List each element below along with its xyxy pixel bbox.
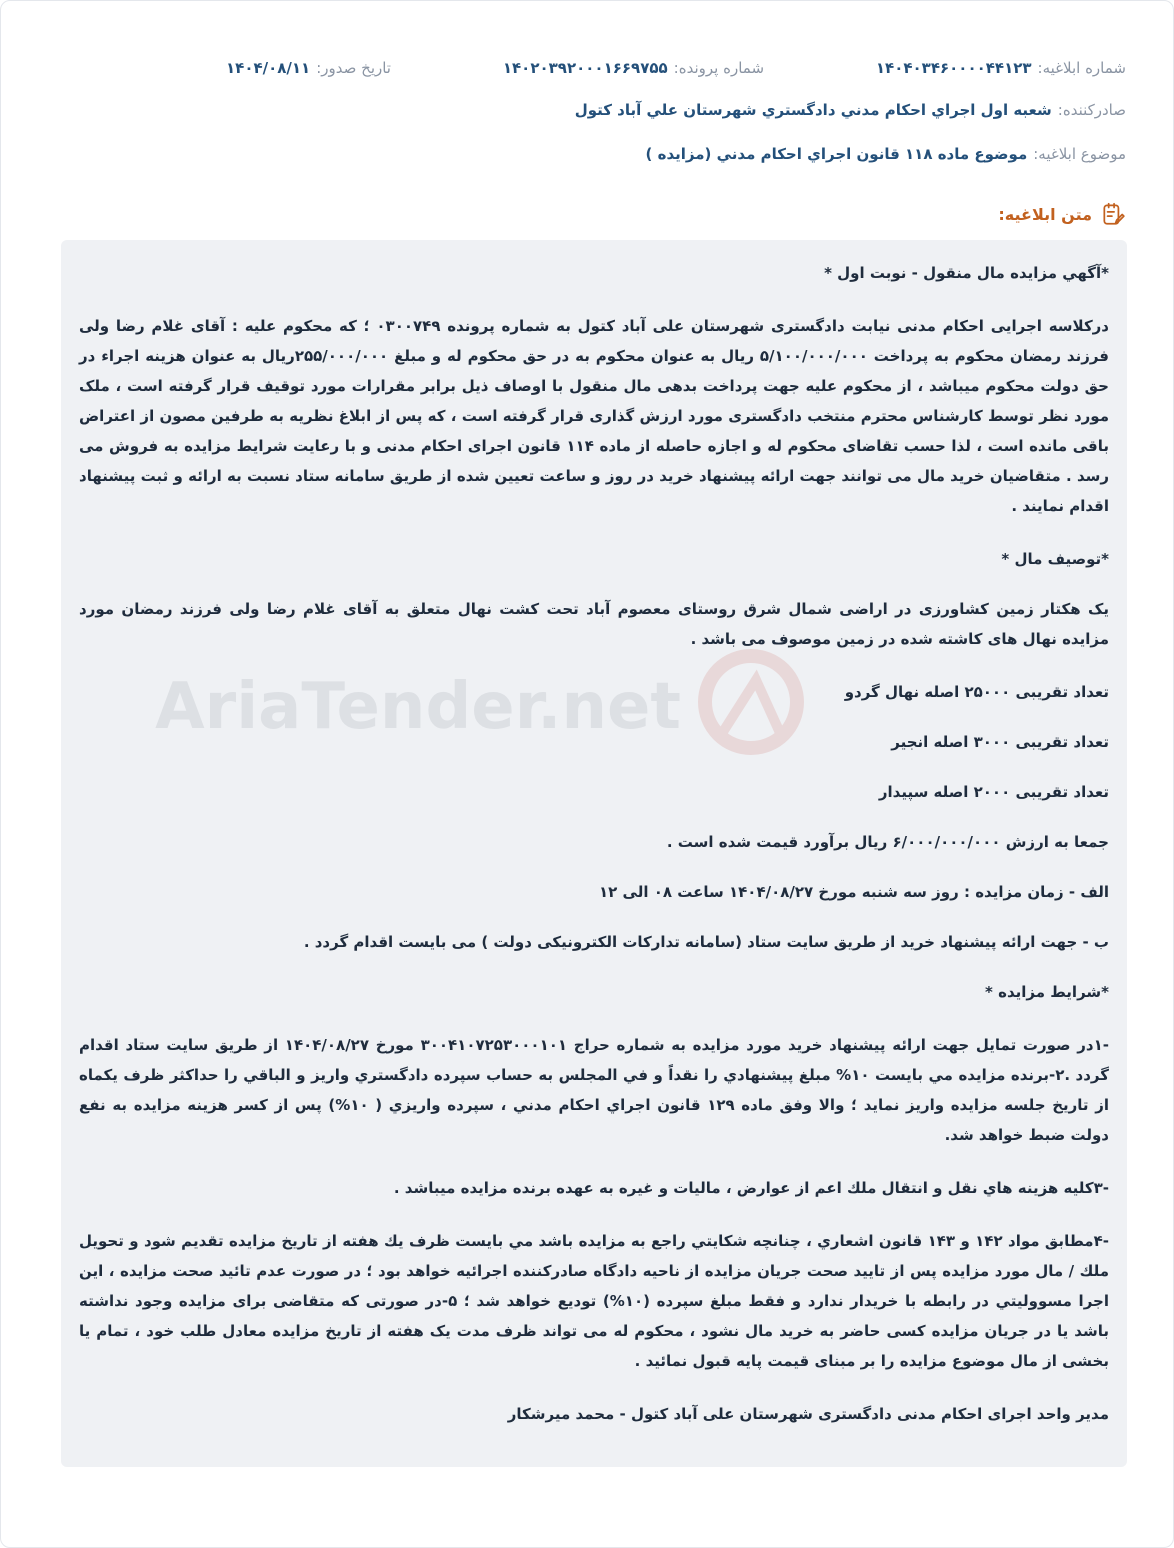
notice-text-panel (61, 240, 1127, 1467)
issuer-value: شعبه اول اجراي احكام مدني دادگستري شهرستان علي آباد كتول (574, 101, 1052, 119)
case-number-value: ۱۴۰۲۰۳۹۲۰۰۰۱۶۶۹۷۵۵ (502, 59, 668, 77)
issue-date-label: تاریخ صدور: (316, 59, 391, 77)
auction-time: الف - زمان مزایده : روز سه شنبه مورخ ۱۴۰۴/۰۸/۲۷ ساعت ۰۸ الی ۱۲ (599, 883, 1109, 901)
notice-paragraph: درکلاسه اجرایی احکام مدنی نیابت دادگستری شهرستان علی آباد کتول به شماره پرونده ۰۳۰۰۷۴۹ ؛ که محکوم علیه : آقای غلام رضا ولی فرزند رمضان محکوم به پرداخت ۵/۱۰۰/۰۰۰/۰۰۰ ریال به عنوان محکوم به در حق محکوم له و مبلغ ۲۵۵/۰۰۰/۰۰۰ریال به عنوان هزینه اجراء در حق دولت محکوم میباشد ، از محکوم علیه جهت پرداخت بدهی مال منقول با اوصاف ذیل برابر مقرارات مورد توقیف قرار گرفته است ، ملک مورد نظر توسط کارشناس محترم منتخب دادگستری مورد ارزش گذاری قرار گرفته است ، که پس از ابلاغ نظریه به طرفین مصون از اعتراض باقی مانده است ، لذا حسب تقاضای محکوم له و اجازه حاصله از ماده ۱۱۴ قانون اجرای احکام مدنی و با رعایت شرایط مزایده به فروش می رسد . متقاضیان خرید مال می توانند جهت ارائه پیشنهاد خرید در روز و ساعت تعیین شده از طریق سامانه ستاد نسبت به ارائه و ثبت پیشنهاد اقدام نمایند . (79, 317, 1109, 515)
issuer-row (41, 101, 1126, 119)
watermark-text: AriaTender.net (155, 670, 681, 744)
condition-item: -۱در صورت تمایل جهت ارائه پیشنهاد خرید مورد مزایده به شماره حراج ۳۰۰۴۱۰۷۲۵۳۰۰۰۱۰۱ مورخ ۱۴۰۴/۰۸/۲۷ از طریق سایت ستاد اقدام گردد .۲-برنده مزايده مي بايست ۱۰% مبلغ پيشنهادي را نقداً و في المجلس به حساب سپرده دادگستري واريز و الباقي را حداكثر ظرف يكماه از تاريخ جلسه مزايده واريز نمايد ؛ والا وفق ماده ۱۲۹ قانون اجراي احكام مدني ، سپرده واريزي ( ۱۰%) پس از كسر هزينه مزايده به نفع دولت ضبط خواهد شد. (79, 1036, 1109, 1144)
notice-body-header (998, 201, 1126, 227)
conditions-heading: *شرايط مزايده * (985, 983, 1109, 1001)
notice-number (876, 59, 1126, 77)
subject-label: موضوع ابلاغیه: (1033, 145, 1126, 163)
notice-number-label: شماره ابلاغیه: (1037, 59, 1126, 77)
condition-item: -۴مطابق مواد ۱۴۲ و ۱۴۳ قانون اشعاري ، چنانچه شكايتي راجع به مزايده باشد مي بايست ظرف يك هفته از تاريخ مزايده تقديم شود و تحويل ملك / مال مورد مزايده پس از تاييد صحت جريان مزايده از ناحيه دادگاه صادركننده اجرائيه خواهد بود ؛ در صورت عدم تائيد صحت مزايده ، اين اجرا مسووليتي در رابطه با خريدار ندارد و فقط مبلغ سپرده (۱۰%) توديع خواهد شد ؛ ۵-در صورتی که متقاضی برای مزایده وجود نداشته باشد یا در جریان مزایده کسی حاضر به خرید مال نشود ، محکوم له می تواند ظرف مدت یک هفته از تاریخ مزایده معادل طلب خود ، تمام یا بخشی از مال موضوع مزایده را بر مبنای قیمت پایه قبول نمائید . (79, 1232, 1109, 1370)
property-item: تعداد تقریبی ۳۰۰۰ اصله انجیر (891, 733, 1109, 751)
bid-method: ب - جهت ارائه پیشنهاد خرید از طریق سایت ستاد (سامانه تدارکات الکترونیکی دولت ) می بایست اقدام گردد . (303, 933, 1109, 951)
issue-date-value: ۱۴۰۴/۰۸/۱۱ (226, 59, 311, 77)
case-number (503, 59, 764, 77)
subject-row (41, 145, 1126, 163)
property-item: تعداد تقریبی ۲۵۰۰۰ اصله نهال گردو (844, 683, 1109, 701)
notice-number-value: ۱۴۰۴۰۳۴۶۰۰۰۰۴۴۱۲۳ (875, 59, 1032, 77)
property-item: تعداد تقریبی ۲۰۰۰ اصله سپیدار (878, 783, 1109, 801)
property-heading: *توصيف مال * (1001, 550, 1109, 568)
condition-item: -۳كليه هزينه هاي نقل و انتقال ملك اعم از عوارض ، ماليات و غيره به عهده برنده مزايده ميباشد . (393, 1179, 1109, 1197)
notice-meta-row (41, 59, 1126, 77)
notice-heading: *آگهي مزايده مال منقول - نوبت اول * (824, 264, 1109, 282)
issuer-label: صادرکننده: (1057, 101, 1126, 119)
signature-line: مدیر واحد اجرای احکام مدنی دادگستری شهرستان علی آباد کتول - محمد میرشکار (507, 1405, 1109, 1423)
subject-value: موضوع ماده ۱۱۸ قانون اجراي احكام مدني (مزايده ) (645, 145, 1028, 163)
issue-date (226, 59, 391, 77)
document-edit-icon (1100, 201, 1126, 227)
property-description: یک هکتار زمین کشاورزی در اراضی شمال شرق روستای معصوم آباد تحت کشت نهال متعلق به آقای غلام رضا ولی فرزند رمضان مورد مزایده نهال های کاشته شده در زمین موصوف می باشد . (79, 600, 1109, 648)
total-value: جمعا به ارزش ۶/۰۰۰/۰۰۰/۰۰۰ ریال برآورد قیمت شده است . (666, 833, 1109, 851)
notice-body-title: متن ابلاغیه: (998, 204, 1092, 224)
case-number-label: شماره پرونده: (673, 59, 765, 77)
